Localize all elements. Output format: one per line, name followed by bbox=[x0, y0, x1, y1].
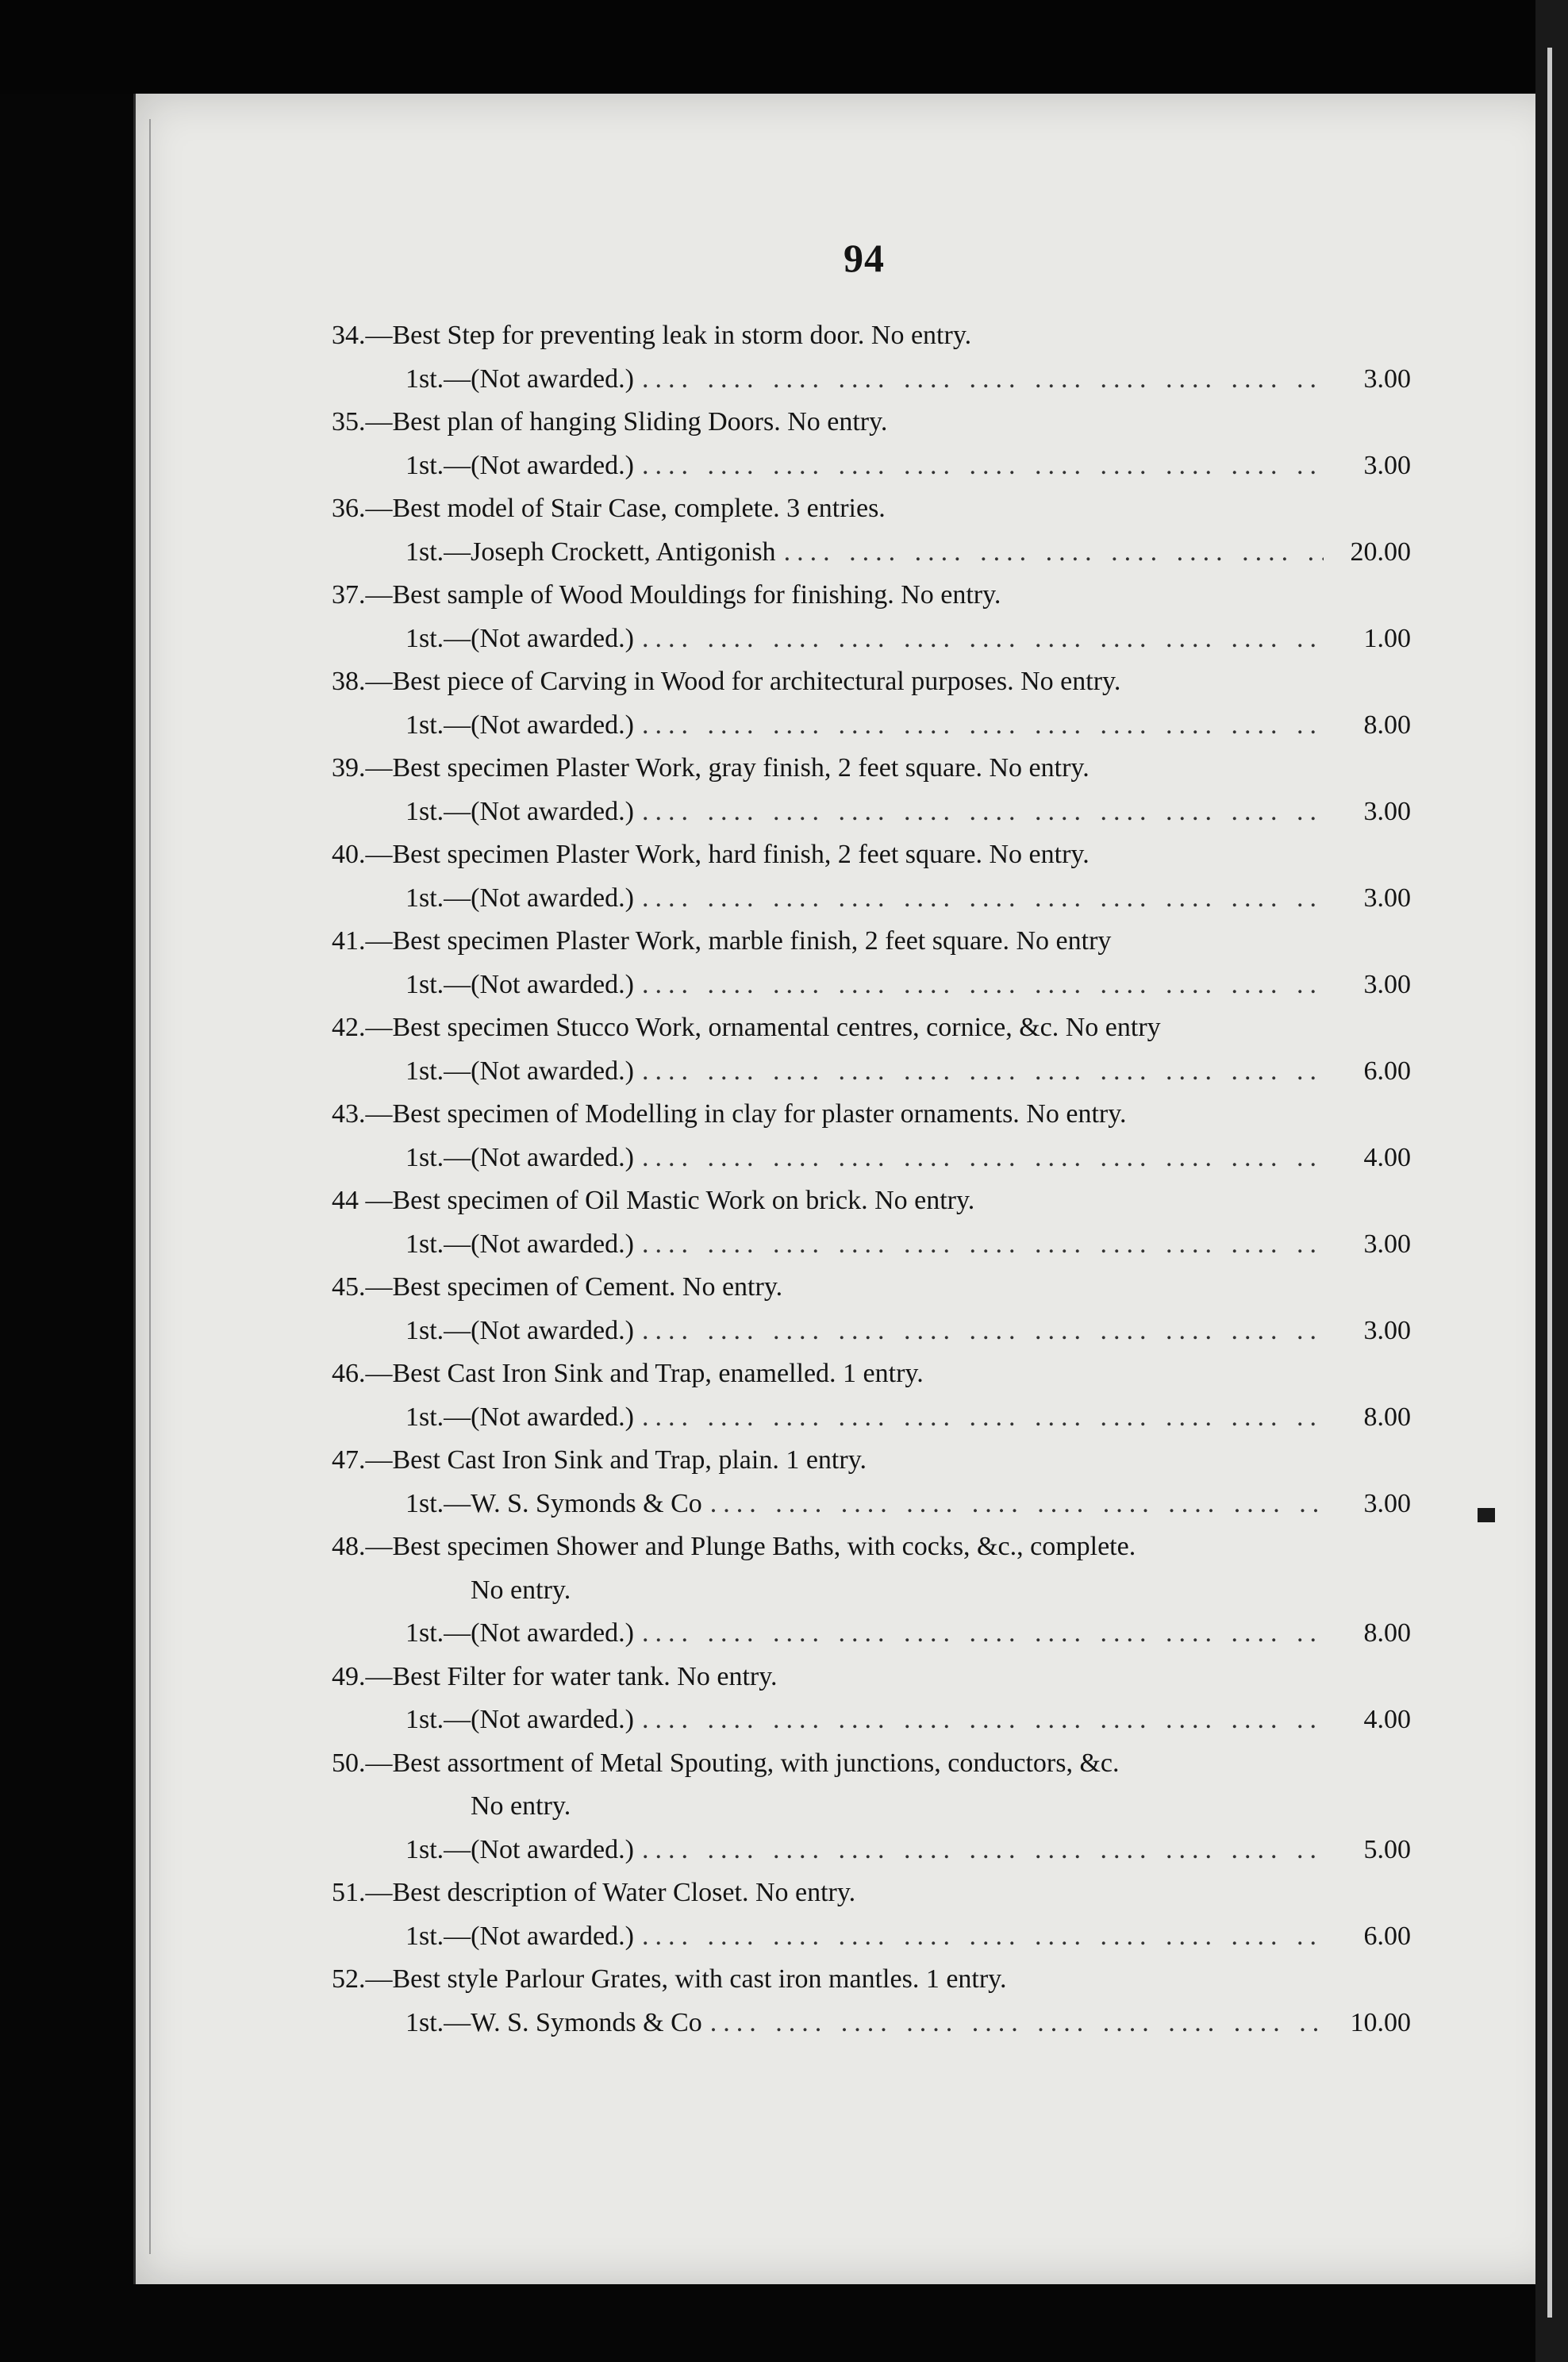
prize-entry bbox=[332, 1352, 1411, 1439]
award-recipient: 1st.—(Not awarded.) bbox=[405, 1705, 634, 1734]
prize-amount: 3.00 bbox=[1363, 1315, 1411, 1345]
dot-leader bbox=[642, 1612, 1324, 1656]
entry-heading: 34.—Best Step for preventing leak in storm door. No entry. bbox=[332, 321, 972, 350]
prize-entry bbox=[332, 1872, 1411, 1958]
prize-entry bbox=[332, 920, 1411, 1006]
award-recipient: 1st.—W. S. Symonds & Co bbox=[405, 1488, 702, 1518]
prize-amount: 6.00 bbox=[1363, 1056, 1411, 1086]
page-fold-line bbox=[149, 119, 151, 2254]
award-recipient: 1st.—(Not awarded.) bbox=[405, 364, 634, 394]
entry-heading: 44 —Best specimen of Oil Mastic Work on brick. No entry. bbox=[332, 1186, 975, 1215]
award-recipient: 1st.—(Not awarded.) bbox=[405, 1142, 634, 1172]
prize-entry bbox=[332, 1958, 1411, 2045]
award-recipient: 1st.—(Not awarded.) bbox=[405, 623, 634, 653]
award-line bbox=[332, 964, 1411, 1007]
entry-heading: 35.—Best plan of hanging Sliding Doors. No entry. bbox=[332, 407, 888, 437]
award-line bbox=[332, 2002, 1411, 2045]
dot-leader bbox=[642, 791, 1324, 834]
award-line bbox=[332, 877, 1411, 921]
award-line bbox=[332, 1829, 1411, 1872]
prize-amount: 3.00 bbox=[1363, 1229, 1411, 1259]
dot-leader bbox=[642, 617, 1324, 661]
prize-amount: 3.00 bbox=[1363, 364, 1411, 394]
page-tab-mark bbox=[1478, 1508, 1495, 1522]
award-line bbox=[332, 791, 1411, 834]
award-line bbox=[332, 1396, 1411, 1440]
award-recipient: 1st.—(Not awarded.) bbox=[405, 450, 634, 480]
prize-amount: 3.00 bbox=[1363, 796, 1411, 826]
prize-amount: 4.00 bbox=[1363, 1705, 1411, 1734]
award-line bbox=[332, 1050, 1411, 1094]
award-line bbox=[332, 1612, 1411, 1656]
award-line bbox=[332, 617, 1411, 661]
dot-leader bbox=[642, 704, 1324, 748]
prize-amount: 3.00 bbox=[1363, 450, 1411, 480]
entry-heading: 43.—Best specimen of Modelling in clay for plaster ornaments. No entry. bbox=[332, 1099, 1127, 1129]
award-line bbox=[332, 1483, 1411, 1526]
dot-leader bbox=[710, 2002, 1324, 2045]
prize-amount: 8.00 bbox=[1363, 1618, 1411, 1648]
prize-amount: 10.00 bbox=[1350, 2007, 1411, 2037]
prize-entry bbox=[332, 1006, 1411, 1093]
award-recipient: 1st.—W. S. Symonds & Co bbox=[405, 2007, 702, 2037]
prize-amount: 3.00 bbox=[1363, 883, 1411, 913]
entry-heading: 40.—Best specimen Plaster Work, hard finish, 2 feet square. No entry. bbox=[332, 840, 1090, 869]
prize-entry bbox=[332, 314, 1411, 401]
entry-heading: 52.—Best style Parlour Grates, with cast iron mantles. 1 entry. bbox=[332, 1964, 1007, 1994]
prize-amount: 1.00 bbox=[1363, 623, 1411, 653]
entry-heading: 50.—Best assortment of Metal Spouting, with junctions, conductors, &c. bbox=[332, 1748, 1120, 1778]
award-line bbox=[332, 1915, 1411, 1959]
entry-heading: 51.—Best description of Water Closet. No entry. bbox=[332, 1878, 856, 1907]
prize-amount: 20.00 bbox=[1350, 537, 1411, 567]
award-line bbox=[332, 444, 1411, 488]
award-recipient: 1st.—(Not awarded.) bbox=[405, 1402, 634, 1432]
entry-heading: 45.—Best specimen of Cement. No entry. bbox=[332, 1272, 783, 1302]
entry-heading: 38.—Best piece of Carving in Wood for architectural purposes. No entry. bbox=[332, 667, 1121, 696]
dot-leader bbox=[642, 444, 1324, 488]
prize-amount: 3.00 bbox=[1363, 969, 1411, 999]
prize-entry bbox=[332, 1093, 1411, 1179]
award-recipient: 1st.—(Not awarded.) bbox=[405, 1056, 634, 1086]
dot-leader bbox=[642, 358, 1324, 402]
prize-amount: 3.00 bbox=[1363, 1488, 1411, 1518]
entry-heading-continuation: No entry. bbox=[471, 1575, 571, 1605]
prize-amount: 6.00 bbox=[1363, 1921, 1411, 1951]
award-recipient: 1st.—(Not awarded.) bbox=[405, 1315, 634, 1345]
prize-list bbox=[332, 314, 1411, 2045]
dot-leader bbox=[710, 1483, 1324, 1526]
dot-leader bbox=[642, 1396, 1324, 1440]
award-line bbox=[332, 1137, 1411, 1180]
dot-leader bbox=[642, 1310, 1324, 1353]
entry-heading: 36.—Best model of Stair Case, complete. 3 entries. bbox=[332, 494, 886, 523]
prize-amount: 8.00 bbox=[1363, 1402, 1411, 1432]
dot-leader bbox=[642, 1050, 1324, 1094]
prize-entry bbox=[332, 1179, 1411, 1266]
dot-leader bbox=[642, 1915, 1324, 1959]
prize-amount: 8.00 bbox=[1363, 710, 1411, 740]
prize-entry bbox=[332, 401, 1411, 487]
prize-entry bbox=[332, 574, 1411, 660]
scan-border-top bbox=[0, 0, 1568, 94]
award-recipient: 1st.—(Not awarded.) bbox=[405, 1834, 634, 1864]
prize-amount: 5.00 bbox=[1363, 1834, 1411, 1864]
dot-leader bbox=[642, 1223, 1324, 1267]
prize-entry bbox=[332, 487, 1411, 574]
award-recipient: 1st.—(Not awarded.) bbox=[405, 710, 634, 740]
award-recipient: 1st.—(Not awarded.) bbox=[405, 969, 634, 999]
dot-leader bbox=[642, 1829, 1324, 1872]
award-recipient: 1st.—(Not awarded.) bbox=[405, 1921, 634, 1951]
award-line bbox=[332, 1698, 1411, 1742]
award-recipient: 1st.—(Not awarded.) bbox=[405, 796, 634, 826]
award-line bbox=[332, 704, 1411, 748]
prize-entry bbox=[332, 660, 1411, 747]
entry-heading-continuation: No entry. bbox=[471, 1791, 571, 1821]
entry-heading: 49.—Best Filter for water tank. No entry. bbox=[332, 1661, 778, 1691]
entry-heading: 48.—Best specimen Shower and Plunge Baths, with cocks, &c., complete. bbox=[332, 1532, 1136, 1561]
entry-heading: 41.—Best specimen Plaster Work, marble finish, 2 feet square. No entry bbox=[332, 926, 1112, 956]
award-recipient: 1st.—Joseph Crockett, Antigonish bbox=[405, 537, 776, 567]
prize-entry bbox=[332, 1525, 1411, 1656]
award-recipient: 1st.—(Not awarded.) bbox=[405, 883, 634, 913]
award-line bbox=[332, 358, 1411, 402]
prize-amount: 4.00 bbox=[1363, 1142, 1411, 1172]
dot-leader bbox=[642, 1698, 1324, 1742]
prize-entry bbox=[332, 1742, 1411, 1872]
entry-heading: 42.—Best specimen Stucco Work, ornamental centres, cornice, &c. No entry bbox=[332, 1013, 1161, 1042]
prize-entry bbox=[332, 1439, 1411, 1525]
dot-leader bbox=[642, 877, 1324, 921]
entry-heading: 47.—Best Cast Iron Sink and Trap, plain. 1 entry. bbox=[332, 1445, 867, 1475]
award-recipient: 1st.—(Not awarded.) bbox=[405, 1229, 634, 1259]
prize-entry bbox=[332, 1656, 1411, 1742]
award-line bbox=[332, 1310, 1411, 1353]
dot-leader bbox=[784, 531, 1324, 575]
entry-heading: 46.—Best Cast Iron Sink and Trap, enamelled. 1 entry. bbox=[332, 1359, 924, 1388]
prize-entry bbox=[332, 1266, 1411, 1352]
entry-heading: 37.—Best sample of Wood Mouldings for finishing. No entry. bbox=[332, 580, 1001, 610]
prize-entry bbox=[332, 747, 1411, 833]
entry-heading: 39.—Best specimen Plaster Work, gray finish, 2 feet square. No entry. bbox=[332, 753, 1090, 783]
page-number: 94 bbox=[844, 236, 885, 280]
prize-entry bbox=[332, 833, 1411, 920]
award-line bbox=[332, 531, 1411, 575]
award-recipient: 1st.—(Not awarded.) bbox=[405, 1618, 634, 1648]
dot-leader bbox=[642, 964, 1324, 1007]
spine-edge bbox=[1547, 48, 1552, 2318]
award-line bbox=[332, 1223, 1411, 1267]
dot-leader bbox=[642, 1137, 1324, 1180]
